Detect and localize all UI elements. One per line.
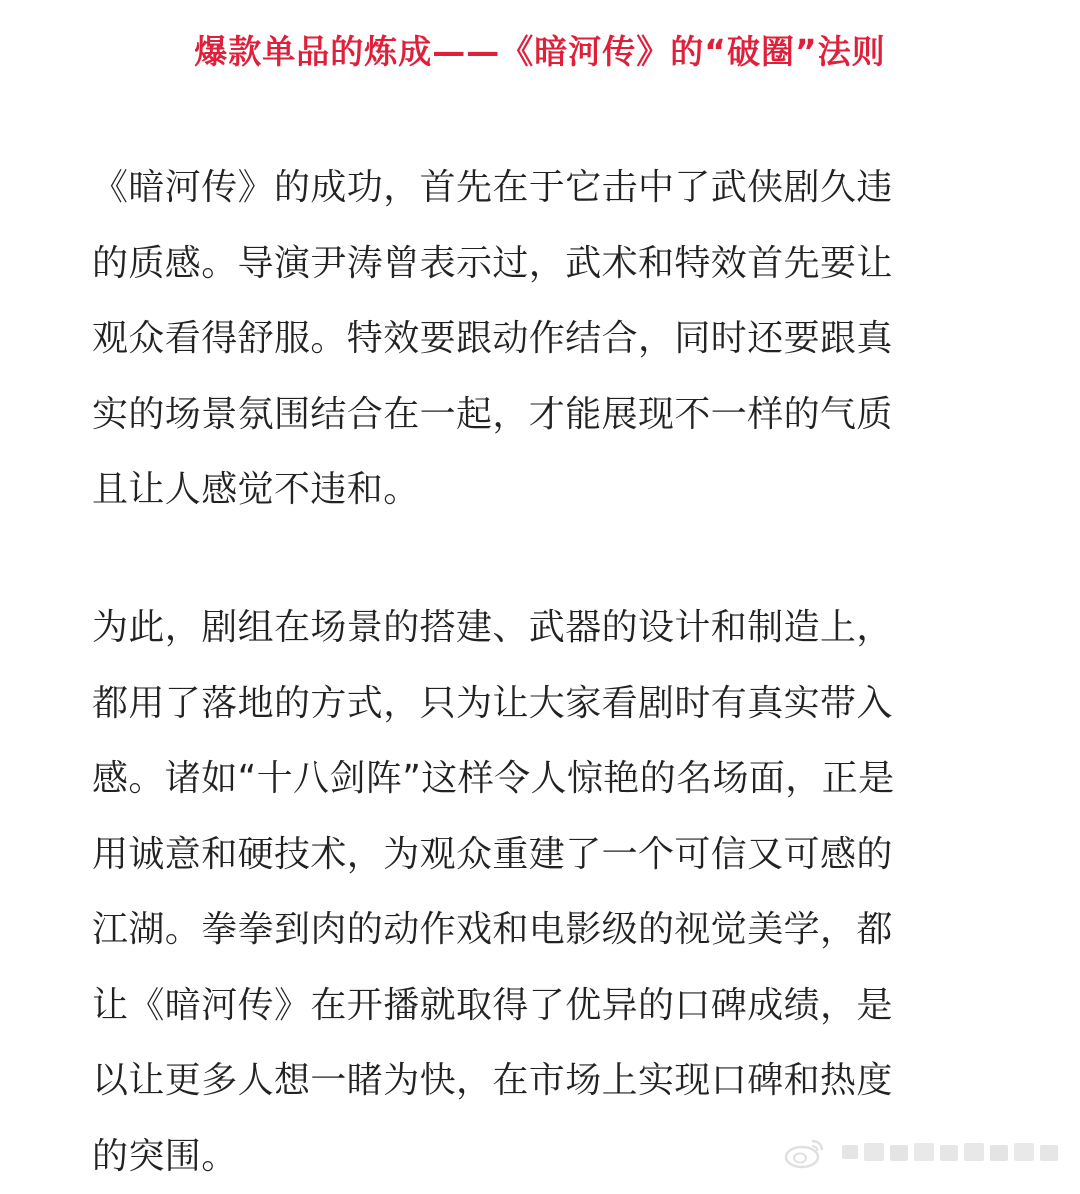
paragraph-line: 《暗河传》的成功，首先在于它击中了武侠剧久违 (92, 150, 992, 226)
paragraph-line: 的质感。导演尹涛曾表示过，武术和特效首先要让 (92, 226, 992, 302)
paragraph-line: 为此，剧组在场景的搭建、武器的设计和制造上， (92, 590, 992, 666)
weibo-logo-icon (782, 1135, 826, 1169)
paragraph-line: 江湖。拳拳到肉的动作戏和电影级的视觉美学，都 (92, 892, 992, 968)
paragraph-line: 以让更多人想一睹为快，在市场上实现口碑和热度 (92, 1043, 992, 1119)
paragraph-2 (92, 590, 992, 1194)
article-title: 爆款单品的炼成——《暗河传》的“破圈”法则 (0, 28, 1080, 76)
watermark-handle (842, 1139, 1062, 1171)
paragraph-line: 观众看得舒服。特效要跟动作结合，同时还要跟真 (92, 301, 992, 377)
paragraph-line: 感。诸如“十八剑阵”这样令人惊艳的名场面，正是 (92, 741, 992, 817)
paragraph-line: 用诚意和硬技术，为观众重建了一个可信又可感的 (92, 817, 992, 893)
paragraph-line: 都用了落地的方式，只为让大家看剧时有真实带入 (92, 666, 992, 742)
watermark-scribble (842, 1139, 1062, 1165)
paragraph-line: 让《暗河传》在开播就取得了优异的口碑成绩，是 (92, 968, 992, 1044)
paragraph-line: 的突围。 (92, 1119, 992, 1194)
paragraph-1 (92, 150, 992, 528)
weibo-watermark (782, 1135, 1072, 1169)
paragraph-line: 实的场景氛围结合在一起，才能展现不一样的气质 (92, 377, 992, 453)
paragraph-line: 且让人感觉不违和。 (92, 452, 992, 528)
